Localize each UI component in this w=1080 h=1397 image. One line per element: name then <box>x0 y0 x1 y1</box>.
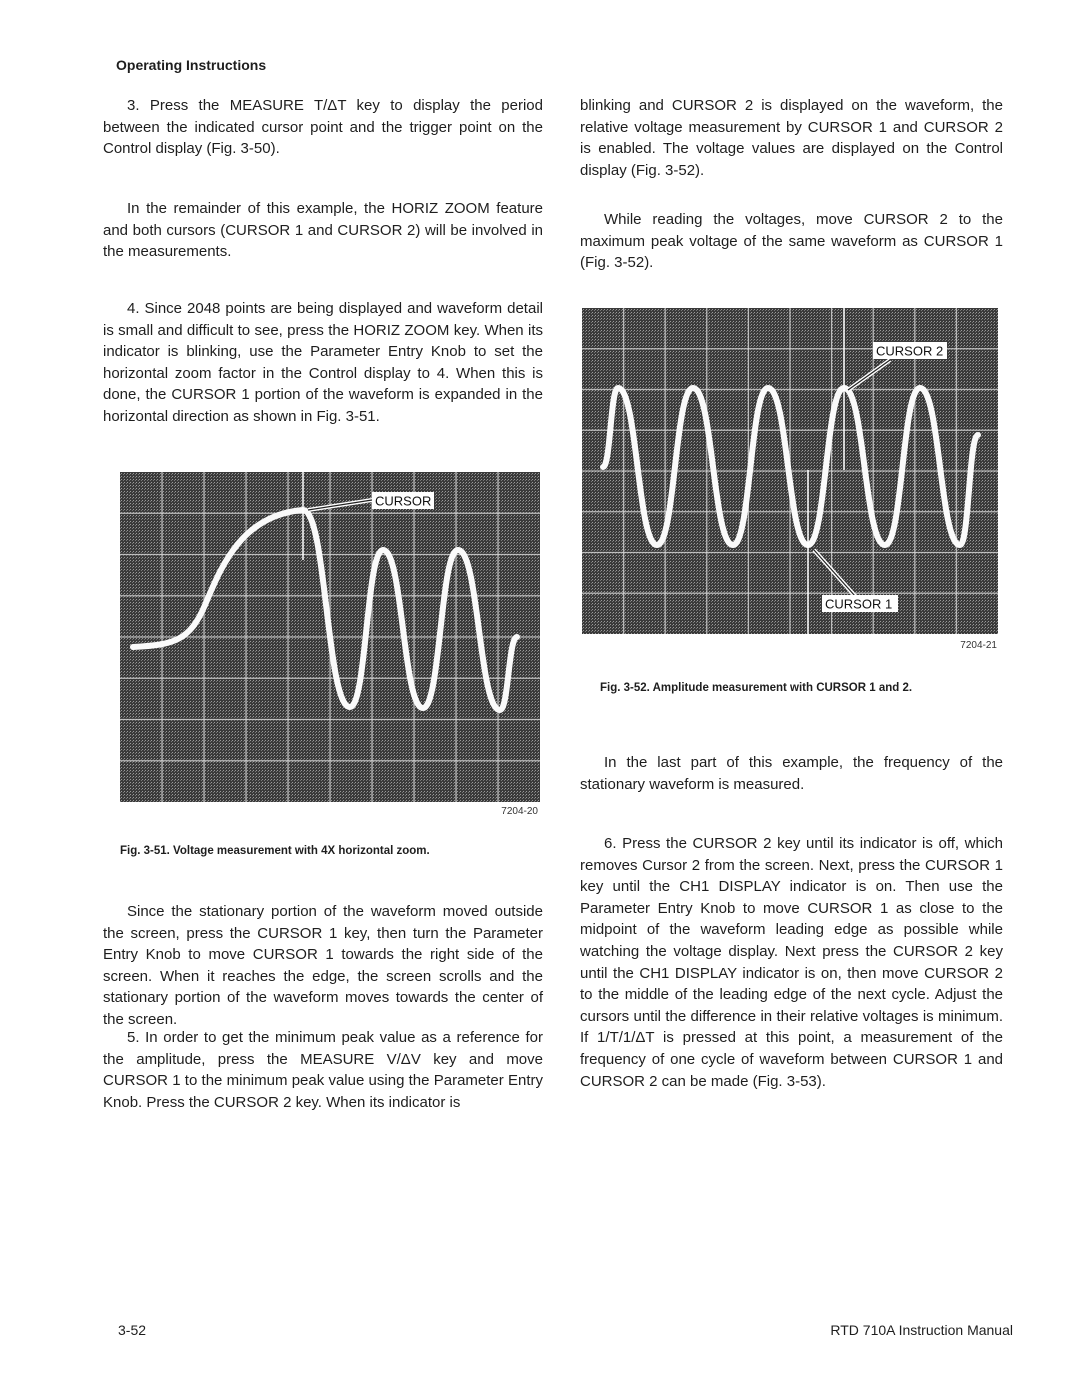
paragraph-blinking: blinking and CURSOR 2 is displayed on the waveform, the relative voltage measurement by CURSOR 1 and CURSOR 2 is enabled. The voltage values are displayed on the Control display (Fig. 3-52). <box>580 97 1003 179</box>
figure-number: 7204-20 <box>501 806 538 817</box>
figure-3-51-oscilloscope <box>118 470 542 804</box>
cursor-label: CURSOR <box>375 493 432 509</box>
cursor-2-label: CURSOR 2 <box>876 343 944 359</box>
manual-title: RTD 710A Instruction Manual <box>830 1322 1013 1338</box>
paragraph-step-4: 4. Since 2048 points are being displayed and waveform detail is small and difficult to see, press the HORIZ ZOOM key. When its indicator is blinking, use the Parameter Entry Knob to set the horizontal zoom factor in the Control display to 4. When this is done, the CURSOR 1 portion of the waveform is expanded in the horizontal direction as shown in Fig. 3-51. <box>103 300 543 425</box>
figure-number: 7204-21 <box>960 640 997 651</box>
cursor-1-label: CURSOR 1 <box>825 596 893 612</box>
paragraph-step-3: 3. Press the MEASURE T/ΔT key to display the period between the indicated cursor point and the trigger point on the Control display (Fig. 3-50). <box>103 97 543 158</box>
figure-caption: Fig. 3-51. Voltage measurement with 4X horizontal zoom. <box>120 845 430 857</box>
paragraph-reading: While reading the voltages, move CURSOR 2 to the maximum peak voltage of the same waveform as CURSOR 1 (Fig. 3-52). <box>580 211 1003 272</box>
paragraph-stationary: Since the stationary portion of the waveform moved outside the screen, press the CURSOR 1 key, then turn the Parameter Entry Knob to move CURSOR 1 towards the right side of the screen. When it reaches the edge, the screen scrolls and the stationary portion of the waveform moves towards the center of the screen. <box>103 903 543 1028</box>
paragraph-last-part: In the last part of this example, the frequency of the stationary waveform is measured. <box>580 754 1003 793</box>
paragraph-step-6: 6. Press the CURSOR 2 key until its indicator is off, which removes Cursor 2 from the screen. Next, press the CURSOR 1 key until the CH1 DISPLAY indicator is on. Then use the Parameter Entry Knob to move CURSOR 1 as close to the midpoint of the waveform leading edge as possible while watching the voltage display. Next press the CURSOR 2 key until the CH1 DISPLAY indicator is on, then move CURSOR 2 to the middle of the leading edge of the next cycle. Adjust the cursors until the difference in their relative voltages is minimum. If 1/T/1/ΔT is pressed at this point, a measurement of the frequency of one cycle of waveform between CURSOR 1 and CURSOR 2 can be made (Fig. 3-53). <box>580 835 1003 1090</box>
figure-caption: Fig. 3-52. Amplitude measurement with CURSOR 1 and 2. <box>600 682 913 694</box>
paragraph-step-5: 5. In order to get the minimum peak value as a reference for the amplitude, press the MEASURE V/ΔV key and move CURSOR 1 to the minimum peak value using the Parameter Entry Knob. Press the CURSOR 2 key. When its indicator is <box>103 1029 543 1111</box>
paragraph-remainder: In the remainder of this example, the HORIZ ZOOM feature and both cursors (CURSOR 1 and CURSOR 2) will be involved in the measurements. <box>103 200 543 261</box>
figure-3-52-oscilloscope <box>580 306 1000 636</box>
page-number: 3-52 <box>118 1322 147 1338</box>
section-header: Operating Instructions <box>116 57 267 73</box>
